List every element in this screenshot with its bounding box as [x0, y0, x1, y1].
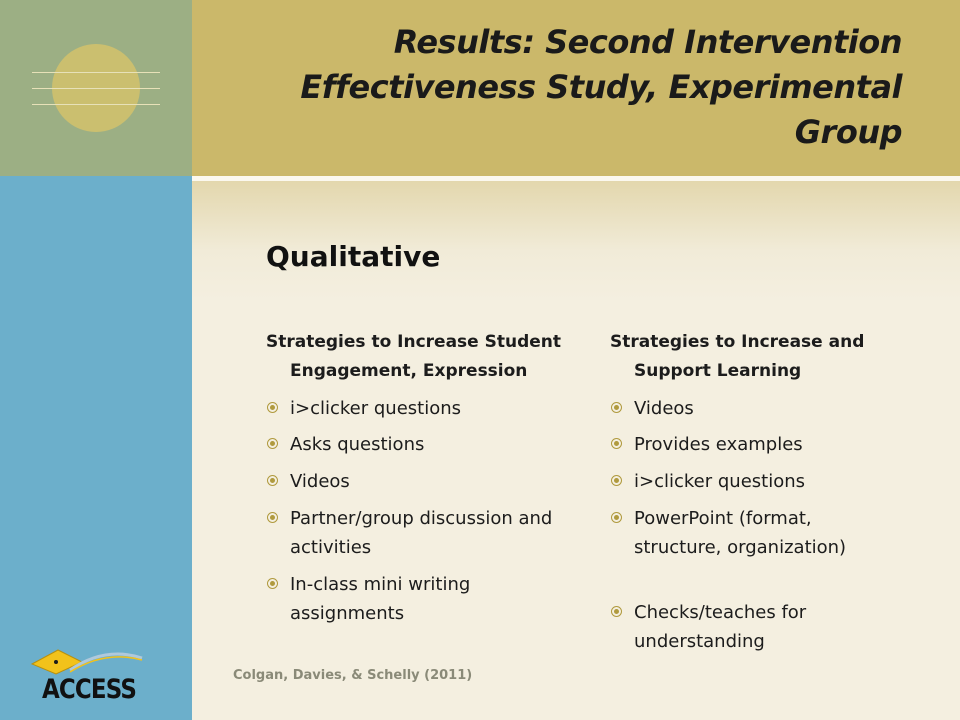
- section-heading: Qualitative: [266, 240, 441, 273]
- decorative-line: [32, 104, 160, 105]
- list-item-text: Videos: [634, 398, 694, 419]
- list-item-text: Partner/group discussion and activities: [290, 508, 553, 558]
- list-item-text: Provides examples: [634, 434, 803, 455]
- list-item-text: Videos: [290, 471, 350, 492]
- title-bar: [192, 0, 960, 176]
- list-item: [610, 467, 900, 496]
- list-item-text: In-class mini writing assignments: [290, 574, 471, 624]
- access-logo: [30, 644, 150, 708]
- list-item: [610, 504, 850, 562]
- bullet-icon: [611, 475, 622, 486]
- decorative-line: [32, 72, 160, 73]
- bullet-icon: [267, 578, 278, 589]
- corner-decoration: [0, 0, 192, 176]
- list-item: [610, 598, 850, 656]
- list-item: [266, 394, 566, 423]
- list-item: [610, 430, 900, 459]
- list-item-text: i>clicker questions: [634, 471, 805, 492]
- list-item-text: PowerPoint (format, structure, organization): [634, 508, 847, 558]
- slide-title: Results: Second Intervention Effectiveness Study, Experimental Group: [300, 23, 902, 151]
- bullet-icon: [611, 438, 622, 449]
- bullet-icon: [267, 512, 278, 523]
- column-learning: [610, 328, 900, 652]
- bullet-icon: [611, 606, 622, 617]
- citation: Colgan, Davies, & Schelly (2011): [233, 668, 473, 683]
- list-item-text: Checks/teaches for understanding: [634, 602, 807, 652]
- list-item: [266, 570, 506, 628]
- bullet-icon: [267, 438, 278, 449]
- bullet-icon: [611, 402, 622, 413]
- column-heading: Strategies to Increase Student Engagement, Expression: [266, 332, 562, 381]
- bullet-icon: [611, 512, 622, 523]
- bullet-icon: [267, 475, 278, 486]
- column-heading: Strategies to Increase and Support Learning: [610, 332, 865, 381]
- list-item: [266, 467, 566, 496]
- list-item-text: i>clicker questions: [290, 398, 461, 419]
- logo-text: ACCESS: [42, 674, 137, 705]
- bullet-icon: [267, 402, 278, 413]
- decorative-line: [32, 88, 160, 89]
- list-item: [266, 504, 556, 562]
- list-item: [266, 430, 566, 459]
- left-sidebar: [0, 176, 192, 720]
- column-engagement: [266, 328, 566, 624]
- list-item-text: Asks questions: [290, 434, 425, 455]
- list-item: [610, 394, 900, 423]
